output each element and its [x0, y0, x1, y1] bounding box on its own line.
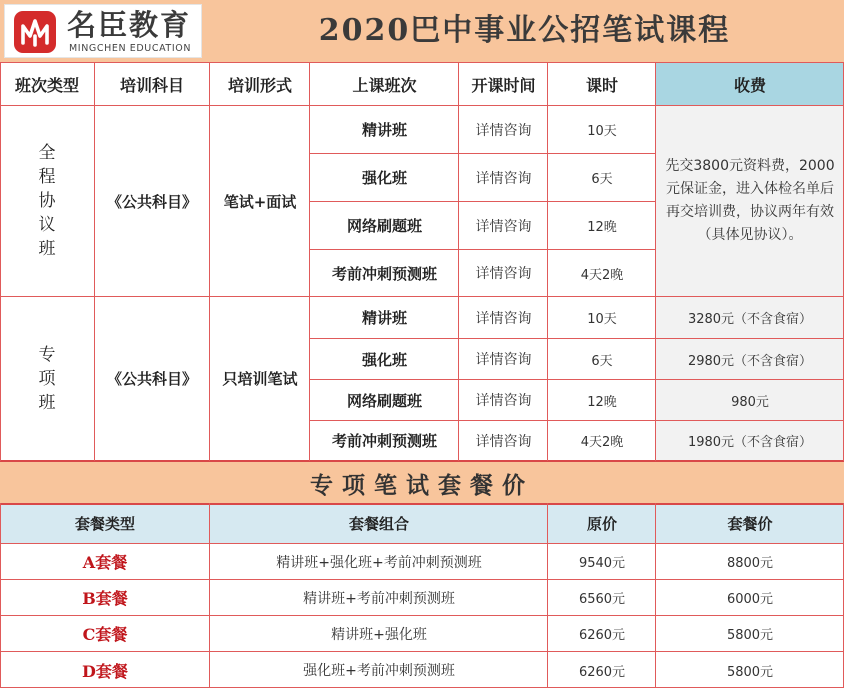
package-original-price: 6560元 [578, 592, 626, 607]
logo-english-name: MINGCHEN EDUCATION [69, 43, 192, 54]
grid-line [0, 296, 844, 297]
grid-line [547, 62, 548, 461]
hours: 12晚 [587, 220, 617, 235]
start-time: 详情咨询 [475, 266, 532, 282]
hours: 10天 [587, 312, 617, 327]
grid-line [0, 503, 1, 688]
grid-line [310, 338, 844, 339]
start-time: 详情咨询 [475, 352, 532, 368]
grid-line [94, 62, 95, 461]
package-price: 8800元 [726, 556, 774, 571]
package-price: 6000元 [726, 592, 774, 607]
package-combo: 强化班+考前冲刺预测班 [303, 663, 455, 679]
page-title: 2020巴中事业公招笔试课程 [318, 13, 731, 48]
col-header-fee: 收费 [733, 75, 766, 95]
hours: 6天 [591, 353, 613, 369]
class-name: 网络刷题班 [346, 391, 422, 410]
class-type-full [0, 106, 94, 296]
grid-line [0, 579, 844, 580]
col-header-subject: 培训科目 [119, 75, 184, 95]
class-name: 网络刷题班 [346, 217, 422, 235]
start-time: 详情咨询 [475, 170, 532, 187]
start-time: 详情咨询 [475, 433, 532, 450]
col-header-format: 培训形式 [227, 75, 292, 95]
fee-cell: 3280元（不含食宿） [656, 297, 844, 338]
package-name: D套餐 [82, 661, 128, 681]
package-original-price: 6260元 [578, 628, 626, 643]
package-section-title: 专项笔试套餐价 [0, 462, 844, 504]
package-original-price: 6260元 [578, 664, 626, 680]
grid-line [310, 379, 844, 380]
grid-line [310, 201, 656, 202]
grid-line [0, 62, 844, 63]
logo-chinese-name: 名臣教育 [67, 8, 192, 42]
grid-line [310, 249, 656, 250]
package-combo: 精讲班+考前冲刺预测班 [303, 590, 455, 607]
pkg-col-header-combo: 套餐组合 [348, 515, 409, 533]
start-time: 详情咨询 [475, 218, 532, 235]
fee-cell: 2980元（不含食宿） [656, 339, 844, 379]
package-original-price: 9540元 [578, 556, 626, 571]
fee-cell: 980元 [656, 380, 844, 420]
subject-cell: 《公共科目》 [106, 370, 197, 388]
package-combo: 精讲班+强化班 [331, 626, 427, 643]
hours: 10天 [587, 124, 617, 139]
hours: 6天 [591, 172, 613, 187]
grid-line [209, 62, 210, 461]
grid-line [655, 62, 656, 461]
pkg-col-header-type: 套餐类型 [74, 515, 135, 533]
grid-line [0, 651, 844, 652]
title-banner [0, 0, 844, 62]
class-type-label: 专项班 [38, 344, 56, 413]
col-header-hours: 课时 [585, 75, 618, 95]
class-name: 精讲班 [361, 309, 407, 327]
package-name: C套餐 [82, 625, 128, 644]
grid-line [310, 153, 656, 154]
class-name: 考前冲刺预测班 [331, 264, 437, 283]
grid-line [0, 460, 844, 462]
class-name: 强化班 [361, 169, 407, 187]
package-price: 5800元 [726, 628, 774, 643]
grid-line [0, 105, 844, 106]
hours: 4天2晚 [580, 435, 624, 450]
class-name: 强化班 [361, 350, 407, 369]
start-time: 详情咨询 [475, 393, 532, 409]
class-type-label: 全程协议班 [38, 143, 56, 259]
pkg-col-header-price: 套餐价 [727, 515, 773, 533]
grid-line [655, 503, 656, 688]
format-cell: 笔试+面试 [223, 192, 297, 211]
grid-line [209, 503, 210, 688]
grid-line [0, 543, 844, 544]
col-header-class: 上课班次 [352, 75, 417, 95]
mingchen-logo-icon [13, 10, 57, 54]
class-type-special [0, 297, 94, 460]
grid-line [309, 62, 310, 461]
grid-line [0, 615, 844, 616]
package-combo: 精讲班+强化班+考前冲刺预测班 [276, 554, 482, 571]
hours: 12晚 [587, 394, 617, 410]
grid-line [310, 420, 844, 421]
grid-line [0, 62, 1, 461]
package-name: B套餐 [82, 589, 128, 608]
pkg-col-header-original: 原价 [586, 515, 617, 533]
grid-line [458, 62, 459, 461]
class-name: 精讲班 [361, 121, 407, 139]
subject-cell: 《公共科目》 [106, 192, 197, 211]
hours: 4天2晚 [580, 267, 624, 283]
fee-cell: 1980元（不含食宿） [656, 421, 844, 460]
col-header-class-type: 班次类型 [14, 75, 79, 95]
grid-line [547, 503, 548, 688]
format-cell: 只培训笔试 [222, 370, 298, 388]
start-time: 详情咨询 [475, 310, 532, 327]
brand-logo [4, 4, 202, 58]
start-time: 详情咨询 [475, 122, 532, 139]
grid-line [0, 503, 844, 505]
class-name: 考前冲刺预测班 [331, 432, 437, 450]
fee-description: 先交3800元资料费，2000元保证金，进入体检名单后再交培训费，协议两年有效（具体见协议）。 [665, 158, 835, 243]
package-name: A套餐 [82, 553, 128, 572]
col-header-start-time: 开课时间 [471, 75, 536, 95]
package-price: 5800元 [726, 664, 774, 680]
